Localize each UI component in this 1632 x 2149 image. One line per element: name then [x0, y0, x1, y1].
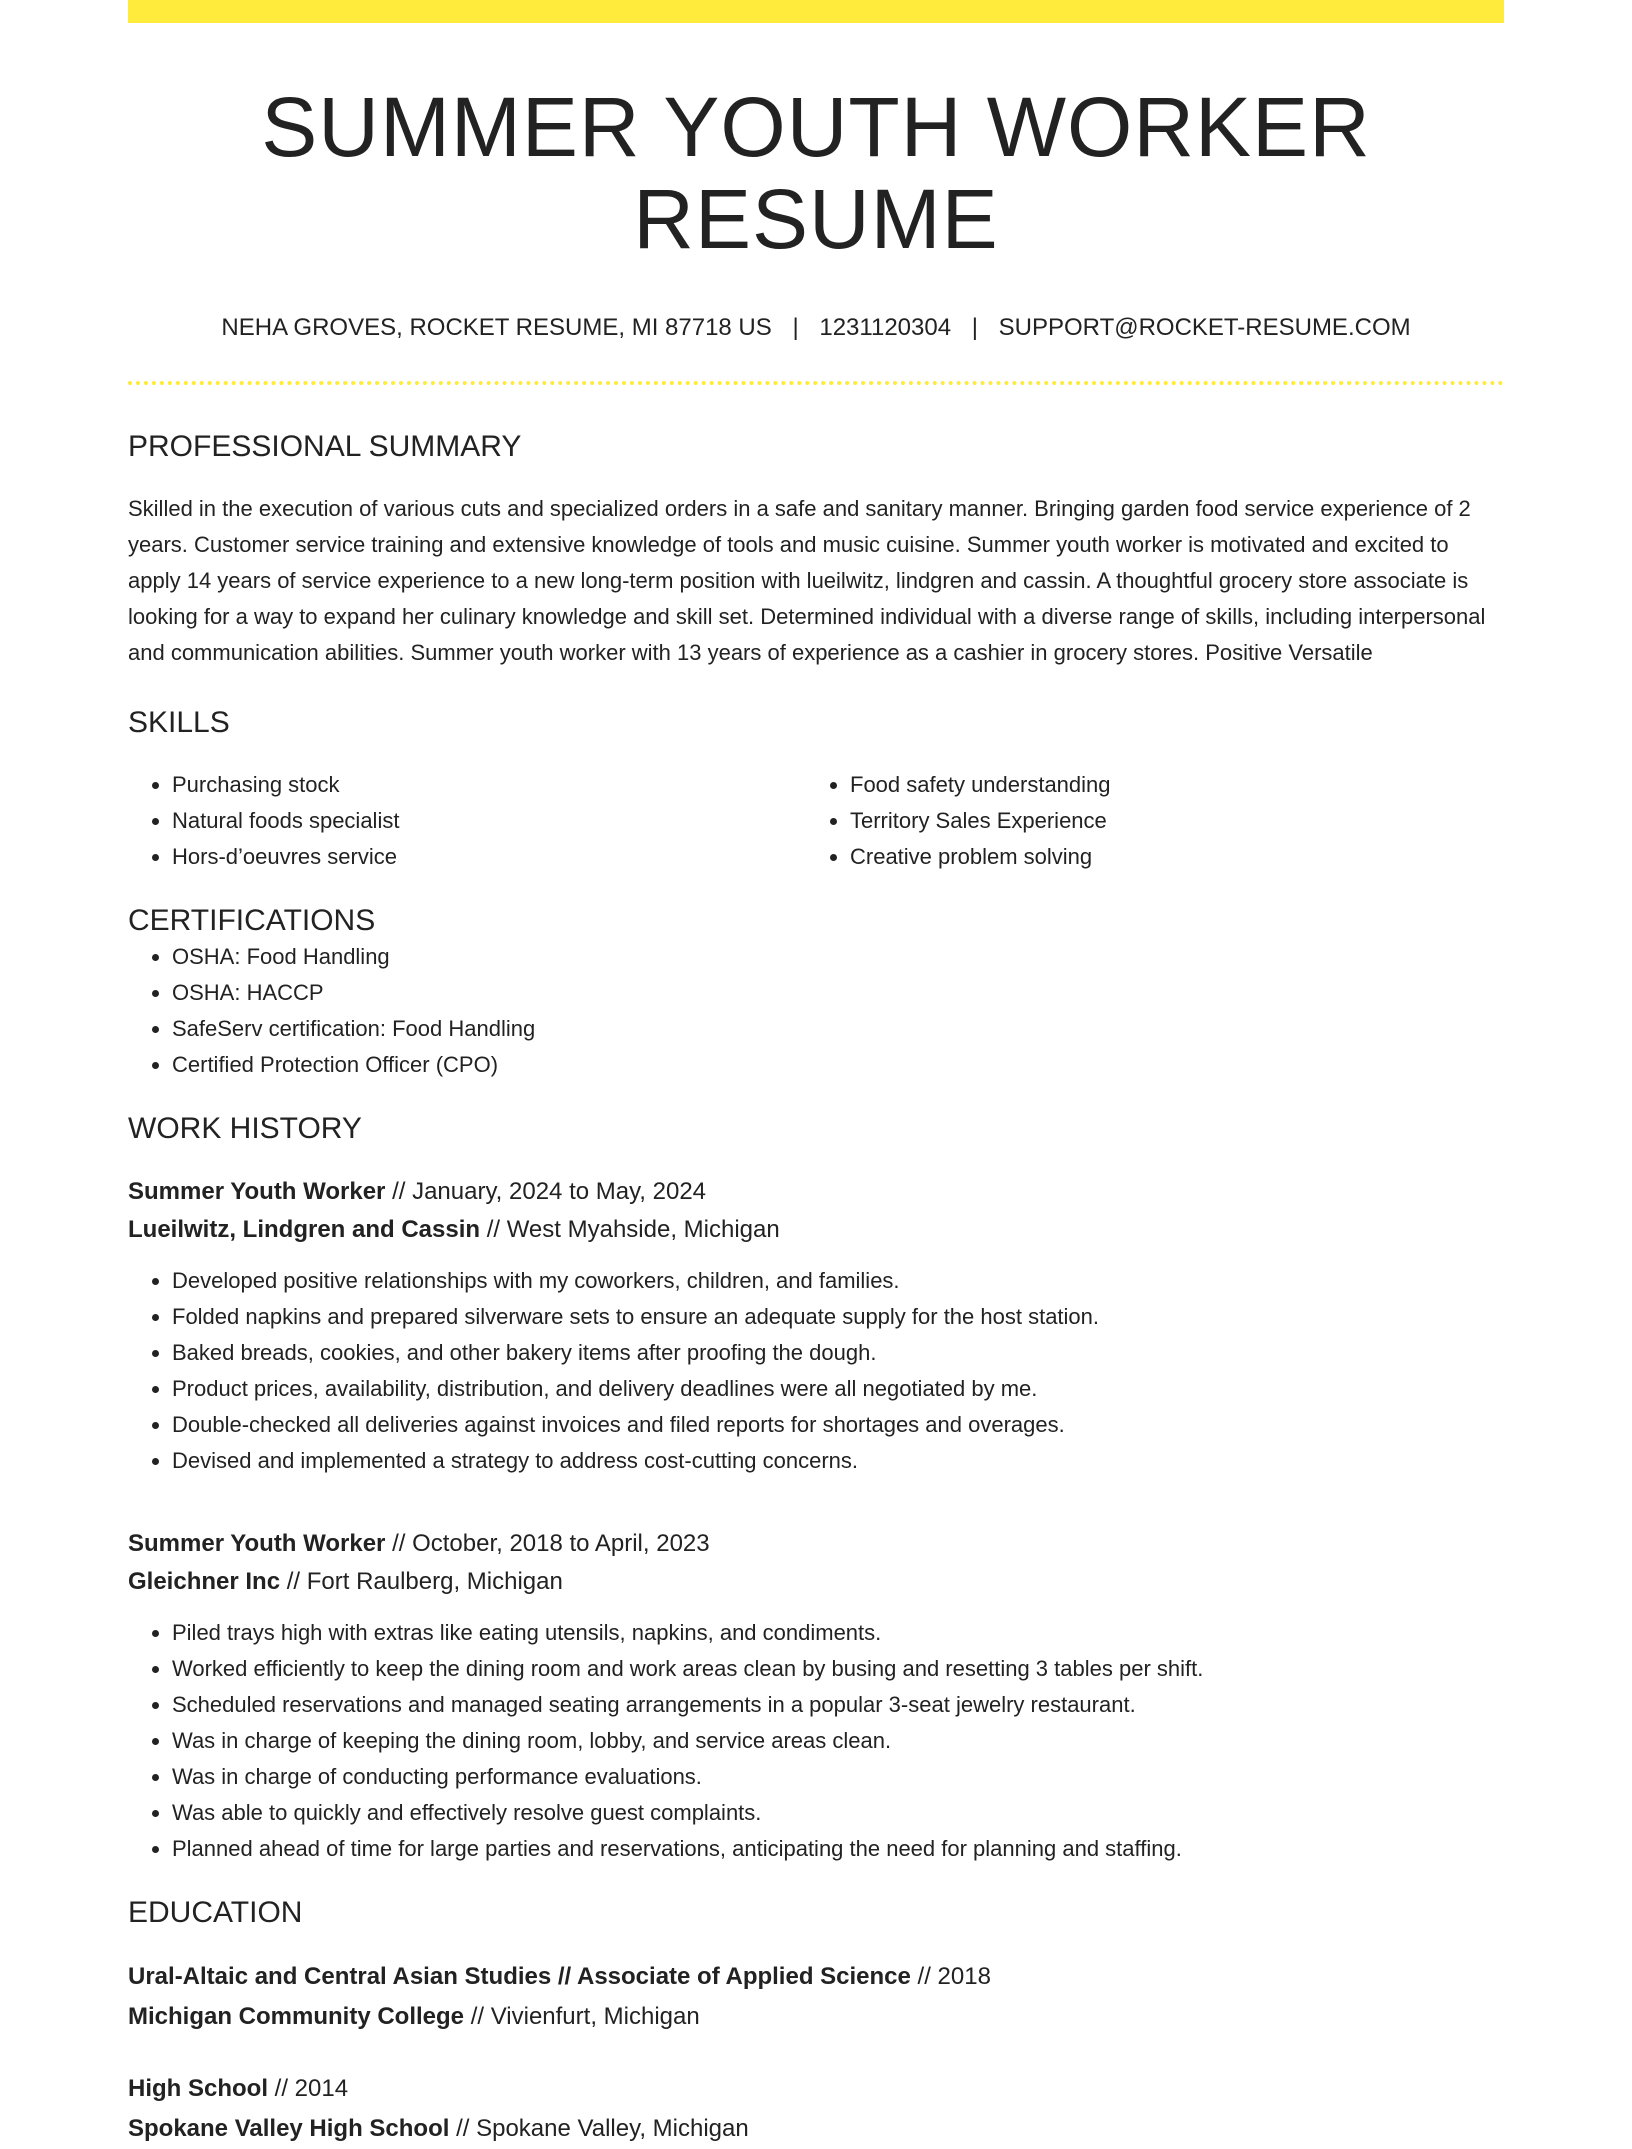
skills-list-right — [806, 767, 1504, 875]
certifications-list — [128, 939, 1504, 1083]
job-duties-list — [128, 1615, 1504, 1867]
summary-paragraph: Skilled in the execution of various cuts and specialized orders in a safe and sanitary manner. Bringing garden food service experience of 2 years. Customer service training and extensive knowledge of tools and music cuisine. Summer youth worker is motivated and excited to apply 14 years of service experience to a new long-term position with lueilwitz, lindgren and cassin. A thoughtful grocery store associate is looking for a way to expand her culinary knowledge and skill set. Determined individual with a diverse range of skills, including interpersonal and communication abilities. Summer youth worker with 13 years of experience as a cashier in grocery stores. Positive Versatile — [128, 495, 1486, 665]
job-duty: • Double-checked all deliveries against invoices and filed reports for shortages and overages. — [172, 1407, 1504, 1443]
job-duty: • Product prices, availability, distribution, and delivery deadlines were all negotiated by me. — [172, 1371, 1504, 1407]
section-heading-certifications: CERTIFICATIONS — [128, 903, 376, 937]
resume-title: SUMMER YOUTH WORKER RESUME — [261, 80, 1371, 267]
job-title: Summer Youth Worker — [128, 1529, 386, 1557]
job-duty: • Baked breads, cookies, and other bakery items after proofing the dough. — [172, 1335, 1504, 1371]
education-school-line — [128, 1997, 1504, 2037]
job-duty: • Folded napkins and prepared silverware sets to ensure an adequate supply for the host station. — [172, 1299, 1504, 1335]
education-entry — [128, 1957, 1504, 2037]
skill-item: • Territory Sales Experience — [850, 803, 1504, 839]
contact-email: SUPPORT@ROCKET-RESUME.COM — [998, 313, 1411, 341]
job-duty: • Scheduled reservations and managed seating arrangements in a popular 3-seat jewelry restaurant. — [172, 1687, 1504, 1723]
skill-item: • Food safety understanding — [850, 767, 1504, 803]
job-title: Summer Youth Worker — [128, 1177, 386, 1205]
education-degree: Ural-Altaic and Central Asian Studies // Associate of Applied Science — [128, 1962, 911, 1990]
job-duty: • Planned ahead of time for large parties and reservations, anticipating the need for planning and staffing. — [172, 1831, 1504, 1867]
contact-separator: | — [971, 313, 978, 341]
section-heading-skills: SKILLS — [128, 705, 230, 739]
job-dates: // October, 2018 to April, 2023 — [392, 1529, 710, 1557]
job-company: Lueilwitz, Lindgren and Cassin — [128, 1215, 481, 1243]
contact-address: NEHA GROVES, ROCKET RESUME, MI 87718 US — [221, 313, 772, 341]
education-entry — [128, 2069, 1504, 2149]
section-heading-summary: PROFESSIONAL SUMMARY — [128, 429, 522, 463]
education-school: Michigan Community College — [128, 2002, 465, 2030]
job-duty: • Piled trays high with extras like eating utensils, napkins, and condiments. — [172, 1615, 1504, 1651]
job-duty: • Devised and implemented a strategy to address cost-cutting concerns. — [172, 1443, 1504, 1479]
job-entry — [128, 1525, 1504, 1867]
skill-item: • Creative problem solving — [850, 839, 1504, 875]
education-year: // 2014 — [274, 2074, 349, 2102]
contact-phone: 1231120304 — [819, 313, 952, 341]
dotted-divider — [128, 381, 1504, 385]
education-school-line — [128, 2109, 1504, 2149]
job-location: // West Myahside, Michigan — [486, 1215, 780, 1243]
job-title-line — [128, 1525, 1504, 1563]
education-degree-line — [128, 2069, 1504, 2109]
job-duties-list — [128, 1263, 1504, 1479]
education-year: // 2018 — [917, 1962, 991, 1990]
accent-top-bar — [128, 0, 1504, 23]
certification-item: • OSHA: Food Handling — [172, 939, 1504, 975]
certification-item: • SafeServ certification: Food Handling — [172, 1011, 1504, 1047]
job-duty: • Was able to quickly and effectively resolve guest complaints. — [172, 1795, 1504, 1831]
education-degree-line — [128, 1957, 1504, 1997]
section-heading-work-history: WORK HISTORY — [128, 1111, 362, 1145]
contact-separator: | — [792, 313, 799, 341]
certification-item: • Certified Protection Officer (CPO) — [172, 1047, 1504, 1083]
section-heading-education: EDUCATION — [128, 1895, 303, 1929]
skill-item: • Purchasing stock — [172, 767, 806, 803]
education-school: Spokane Valley High School — [128, 2114, 450, 2142]
job-location: // Fort Raulberg, Michigan — [286, 1567, 563, 1595]
certification-item: • OSHA: HACCP — [172, 975, 1504, 1011]
education-location: // Spokane Valley, Michigan — [456, 2114, 749, 2142]
skills-list-left — [128, 767, 806, 875]
job-duty: • Developed positive relationships with my coworkers, children, and families. — [172, 1263, 1504, 1299]
job-company-line — [128, 1563, 1504, 1601]
resume-page — [128, 0, 1504, 2149]
job-company: Gleichner Inc — [128, 1567, 281, 1595]
job-duty: • Was in charge of keeping the dining room, lobby, and service areas clean. — [172, 1723, 1504, 1759]
education-location: // Vivienfurt, Michigan — [470, 2002, 700, 2030]
skill-item: • Natural foods specialist — [172, 803, 806, 839]
job-dates: // January, 2024 to May, 2024 — [392, 1177, 707, 1205]
job-company-line — [128, 1211, 1504, 1249]
skill-item: • Hors-d’oeuvres service — [172, 839, 806, 875]
job-duty: • Was in charge of conducting performance evaluations. — [172, 1759, 1504, 1795]
job-entry — [128, 1173, 1504, 1479]
contact-line — [128, 314, 1504, 343]
job-title-line — [128, 1173, 1504, 1211]
skills-grid — [128, 767, 1504, 875]
education-degree: High School — [128, 2074, 268, 2102]
job-duty: • Worked efficiently to keep the dining room and work areas clean by busing and resetting 3 tables per shift. — [172, 1651, 1504, 1687]
